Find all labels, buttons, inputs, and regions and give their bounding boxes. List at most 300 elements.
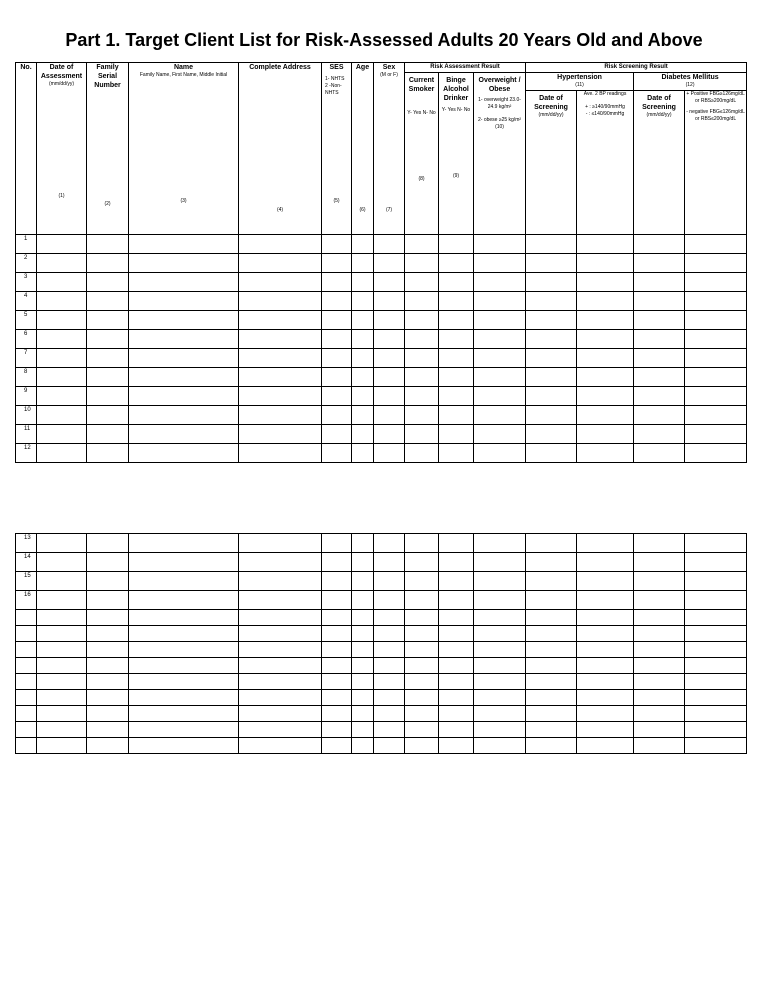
entry-cell[interactable]	[439, 368, 474, 387]
entry-cell[interactable]	[87, 235, 129, 254]
entry-cell[interactable]	[526, 387, 577, 406]
entry-cell[interactable]	[474, 349, 526, 368]
entry-cell[interactable]	[439, 235, 474, 254]
entry-cell[interactable]	[405, 674, 439, 690]
entry-cell[interactable]	[405, 572, 439, 591]
entry-cell[interactable]	[322, 235, 352, 254]
entry-cell[interactable]	[87, 254, 129, 273]
entry-cell[interactable]	[374, 591, 405, 610]
entry-cell[interactable]	[634, 674, 685, 690]
entry-cell[interactable]	[239, 292, 322, 311]
entry-cell[interactable]	[474, 444, 526, 463]
entry-cell[interactable]	[239, 444, 322, 463]
entry-cell[interactable]	[352, 674, 374, 690]
entry-cell[interactable]	[239, 406, 322, 425]
entry-cell[interactable]	[129, 444, 239, 463]
entry-cell[interactable]	[474, 690, 526, 706]
entry-cell[interactable]	[129, 674, 239, 690]
entry-cell[interactable]	[352, 349, 374, 368]
entry-cell[interactable]	[474, 425, 526, 444]
entry-cell[interactable]	[474, 706, 526, 722]
entry-cell[interactable]	[526, 235, 577, 254]
entry-cell[interactable]	[322, 254, 352, 273]
entry-cell[interactable]	[439, 722, 474, 738]
entry-cell[interactable]	[239, 738, 322, 754]
entry-cell[interactable]	[352, 292, 374, 311]
entry-cell[interactable]	[634, 591, 685, 610]
entry-cell[interactable]	[352, 311, 374, 330]
entry-cell[interactable]	[129, 254, 239, 273]
entry-cell[interactable]	[37, 368, 87, 387]
entry-cell[interactable]	[37, 553, 87, 572]
entry-cell[interactable]	[129, 626, 239, 642]
entry-cell[interactable]	[685, 674, 747, 690]
entry-cell[interactable]	[37, 273, 87, 292]
entry-cell[interactable]	[37, 311, 87, 330]
entry-cell[interactable]	[439, 349, 474, 368]
entry-cell[interactable]	[439, 311, 474, 330]
entry-cell[interactable]	[405, 273, 439, 292]
entry-cell[interactable]	[474, 311, 526, 330]
entry-cell[interactable]	[374, 273, 405, 292]
entry-cell[interactable]	[405, 311, 439, 330]
entry-cell[interactable]	[374, 674, 405, 690]
entry-cell[interactable]	[374, 610, 405, 626]
entry-cell[interactable]	[577, 626, 634, 642]
entry-cell[interactable]	[526, 674, 577, 690]
entry-cell[interactable]	[474, 642, 526, 658]
entry-cell[interactable]	[685, 626, 747, 642]
entry-cell[interactable]	[374, 553, 405, 572]
entry-cell[interactable]	[405, 626, 439, 642]
entry-cell[interactable]	[352, 534, 374, 553]
entry-cell[interactable]	[87, 674, 129, 690]
entry-cell[interactable]	[634, 254, 685, 273]
entry-cell[interactable]	[526, 553, 577, 572]
entry-cell[interactable]	[526, 254, 577, 273]
entry-cell[interactable]	[352, 690, 374, 706]
entry-cell[interactable]	[87, 311, 129, 330]
entry-cell[interactable]	[439, 642, 474, 658]
entry-cell[interactable]	[577, 610, 634, 626]
entry-cell[interactable]	[352, 273, 374, 292]
entry-cell[interactable]	[634, 642, 685, 658]
entry-cell[interactable]	[526, 311, 577, 330]
entry-cell[interactable]	[634, 706, 685, 722]
entry-cell[interactable]	[439, 658, 474, 674]
entry-cell[interactable]	[87, 553, 129, 572]
entry-cell[interactable]	[322, 330, 352, 349]
entry-cell[interactable]	[37, 235, 87, 254]
entry-cell[interactable]	[439, 690, 474, 706]
entry-cell[interactable]	[439, 626, 474, 642]
entry-cell[interactable]	[374, 642, 405, 658]
entry-cell[interactable]	[439, 254, 474, 273]
entry-cell[interactable]	[37, 626, 87, 642]
entry-cell[interactable]	[405, 690, 439, 706]
entry-cell[interactable]	[37, 534, 87, 553]
entry-cell[interactable]	[129, 292, 239, 311]
entry-cell[interactable]	[352, 572, 374, 591]
entry-cell[interactable]	[405, 368, 439, 387]
entry-cell[interactable]	[87, 706, 129, 722]
entry-cell[interactable]	[526, 368, 577, 387]
entry-cell[interactable]	[685, 553, 747, 572]
entry-cell[interactable]	[374, 311, 405, 330]
entry-cell[interactable]	[374, 738, 405, 754]
entry-cell[interactable]	[37, 658, 87, 674]
entry-cell[interactable]	[239, 534, 322, 553]
entry-cell[interactable]	[374, 658, 405, 674]
entry-cell[interactable]	[374, 626, 405, 642]
entry-cell[interactable]	[526, 610, 577, 626]
entry-cell[interactable]	[374, 406, 405, 425]
entry-cell[interactable]	[474, 610, 526, 626]
entry-cell[interactable]	[87, 610, 129, 626]
entry-cell[interactable]	[439, 425, 474, 444]
entry-cell[interactable]	[685, 706, 747, 722]
entry-cell[interactable]	[474, 738, 526, 754]
entry-cell[interactable]	[634, 368, 685, 387]
entry-cell[interactable]	[129, 387, 239, 406]
entry-cell[interactable]	[37, 254, 87, 273]
entry-cell[interactable]	[322, 387, 352, 406]
entry-cell[interactable]	[129, 738, 239, 754]
entry-cell[interactable]	[352, 658, 374, 674]
entry-cell[interactable]	[352, 738, 374, 754]
entry-cell[interactable]	[405, 591, 439, 610]
entry-cell[interactable]	[577, 706, 634, 722]
entry-cell[interactable]	[239, 674, 322, 690]
entry-cell[interactable]	[577, 406, 634, 425]
entry-cell[interactable]	[37, 690, 87, 706]
entry-cell[interactable]	[634, 444, 685, 463]
entry-cell[interactable]	[526, 406, 577, 425]
entry-cell[interactable]	[405, 534, 439, 553]
entry-cell[interactable]	[526, 534, 577, 553]
entry-cell[interactable]	[129, 591, 239, 610]
entry-cell[interactable]	[352, 591, 374, 610]
entry-cell[interactable]	[352, 254, 374, 273]
entry-cell[interactable]	[474, 292, 526, 311]
entry-cell[interactable]	[634, 330, 685, 349]
entry-cell[interactable]	[37, 642, 87, 658]
entry-cell[interactable]	[685, 690, 747, 706]
entry-cell[interactable]	[129, 368, 239, 387]
entry-cell[interactable]	[685, 722, 747, 738]
entry-cell[interactable]	[239, 349, 322, 368]
entry-cell[interactable]	[577, 534, 634, 553]
entry-cell[interactable]	[634, 406, 685, 425]
entry-cell[interactable]	[577, 254, 634, 273]
entry-cell[interactable]	[239, 572, 322, 591]
entry-cell[interactable]	[352, 387, 374, 406]
entry-cell[interactable]	[474, 626, 526, 642]
entry-cell[interactable]	[474, 368, 526, 387]
entry-cell[interactable]	[439, 534, 474, 553]
entry-cell[interactable]	[634, 534, 685, 553]
entry-cell[interactable]	[87, 330, 129, 349]
entry-cell[interactable]	[129, 311, 239, 330]
entry-cell[interactable]	[374, 706, 405, 722]
entry-cell[interactable]	[352, 368, 374, 387]
entry-cell[interactable]	[577, 591, 634, 610]
entry-cell[interactable]	[239, 273, 322, 292]
entry-cell[interactable]	[239, 425, 322, 444]
entry-cell[interactable]	[439, 273, 474, 292]
entry-cell[interactable]	[634, 292, 685, 311]
entry-cell[interactable]	[129, 572, 239, 591]
entry-cell[interactable]	[577, 387, 634, 406]
entry-cell[interactable]	[239, 626, 322, 642]
entry-cell[interactable]	[352, 722, 374, 738]
entry-cell[interactable]	[685, 273, 747, 292]
entry-cell[interactable]	[577, 425, 634, 444]
entry-cell[interactable]	[129, 406, 239, 425]
entry-cell[interactable]	[37, 349, 87, 368]
entry-cell[interactable]	[374, 722, 405, 738]
entry-cell[interactable]	[239, 690, 322, 706]
entry-cell[interactable]	[439, 738, 474, 754]
entry-cell[interactable]	[322, 722, 352, 738]
entry-cell[interactable]	[129, 706, 239, 722]
entry-cell[interactable]	[405, 658, 439, 674]
entry-cell[interactable]	[526, 349, 577, 368]
entry-cell[interactable]	[37, 292, 87, 311]
entry-cell[interactable]	[352, 425, 374, 444]
entry-cell[interactable]	[685, 534, 747, 553]
entry-cell[interactable]	[577, 642, 634, 658]
entry-cell[interactable]	[526, 330, 577, 349]
entry-cell[interactable]	[405, 553, 439, 572]
entry-cell[interactable]	[577, 722, 634, 738]
entry-cell[interactable]	[685, 572, 747, 591]
entry-cell[interactable]	[634, 610, 685, 626]
entry-cell[interactable]	[37, 674, 87, 690]
entry-cell[interactable]	[87, 534, 129, 553]
entry-cell[interactable]	[87, 690, 129, 706]
entry-cell[interactable]	[685, 387, 747, 406]
entry-cell[interactable]	[526, 706, 577, 722]
entry-cell[interactable]	[439, 330, 474, 349]
entry-cell[interactable]	[322, 706, 352, 722]
entry-cell[interactable]	[374, 387, 405, 406]
entry-cell[interactable]	[129, 235, 239, 254]
entry-cell[interactable]	[37, 722, 87, 738]
entry-cell[interactable]	[439, 706, 474, 722]
entry-cell[interactable]	[322, 610, 352, 626]
entry-cell[interactable]	[634, 349, 685, 368]
entry-cell[interactable]	[439, 292, 474, 311]
entry-cell[interactable]	[87, 738, 129, 754]
entry-cell[interactable]	[634, 738, 685, 754]
entry-cell[interactable]	[352, 642, 374, 658]
entry-cell[interactable]	[526, 444, 577, 463]
entry-cell[interactable]	[577, 738, 634, 754]
entry-cell[interactable]	[405, 738, 439, 754]
entry-cell[interactable]	[685, 658, 747, 674]
entry-cell[interactable]	[37, 425, 87, 444]
entry-cell[interactable]	[577, 553, 634, 572]
entry-cell[interactable]	[405, 387, 439, 406]
entry-cell[interactable]	[685, 642, 747, 658]
entry-cell[interactable]	[439, 553, 474, 572]
entry-cell[interactable]	[37, 610, 87, 626]
entry-cell[interactable]	[405, 610, 439, 626]
entry-cell[interactable]	[685, 610, 747, 626]
entry-cell[interactable]	[239, 254, 322, 273]
entry-cell[interactable]	[634, 572, 685, 591]
entry-cell[interactable]	[129, 610, 239, 626]
entry-cell[interactable]	[352, 330, 374, 349]
entry-cell[interactable]	[526, 425, 577, 444]
entry-cell[interactable]	[405, 444, 439, 463]
entry-cell[interactable]	[374, 534, 405, 553]
entry-cell[interactable]	[352, 553, 374, 572]
entry-cell[interactable]	[577, 349, 634, 368]
entry-cell[interactable]	[352, 626, 374, 642]
entry-cell[interactable]	[352, 706, 374, 722]
entry-cell[interactable]	[474, 553, 526, 572]
entry-cell[interactable]	[239, 722, 322, 738]
entry-cell[interactable]	[322, 425, 352, 444]
entry-cell[interactable]	[405, 425, 439, 444]
entry-cell[interactable]	[634, 425, 685, 444]
entry-cell[interactable]	[634, 387, 685, 406]
entry-cell[interactable]	[87, 273, 129, 292]
entry-cell[interactable]	[577, 658, 634, 674]
entry-cell[interactable]	[374, 330, 405, 349]
entry-cell[interactable]	[474, 254, 526, 273]
entry-cell[interactable]	[526, 273, 577, 292]
entry-cell[interactable]	[474, 534, 526, 553]
entry-cell[interactable]	[577, 311, 634, 330]
entry-cell[interactable]	[87, 572, 129, 591]
entry-cell[interactable]	[526, 722, 577, 738]
entry-cell[interactable]	[685, 349, 747, 368]
entry-cell[interactable]	[239, 330, 322, 349]
entry-cell[interactable]	[374, 349, 405, 368]
entry-cell[interactable]	[526, 658, 577, 674]
entry-cell[interactable]	[129, 553, 239, 572]
entry-cell[interactable]	[439, 610, 474, 626]
entry-cell[interactable]	[374, 425, 405, 444]
entry-cell[interactable]	[685, 254, 747, 273]
entry-cell[interactable]	[685, 406, 747, 425]
entry-cell[interactable]	[322, 273, 352, 292]
entry-cell[interactable]	[352, 406, 374, 425]
entry-cell[interactable]	[239, 591, 322, 610]
entry-cell[interactable]	[405, 235, 439, 254]
entry-cell[interactable]	[129, 642, 239, 658]
entry-cell[interactable]	[634, 658, 685, 674]
entry-cell[interactable]	[526, 292, 577, 311]
entry-cell[interactable]	[685, 235, 747, 254]
entry-cell[interactable]	[634, 722, 685, 738]
entry-cell[interactable]	[239, 387, 322, 406]
entry-cell[interactable]	[405, 254, 439, 273]
entry-cell[interactable]	[439, 406, 474, 425]
entry-cell[interactable]	[322, 642, 352, 658]
entry-cell[interactable]	[577, 444, 634, 463]
entry-cell[interactable]	[405, 292, 439, 311]
entry-cell[interactable]	[474, 722, 526, 738]
entry-cell[interactable]	[322, 292, 352, 311]
entry-cell[interactable]	[322, 368, 352, 387]
entry-cell[interactable]	[526, 591, 577, 610]
entry-cell[interactable]	[129, 425, 239, 444]
entry-cell[interactable]	[239, 235, 322, 254]
entry-cell[interactable]	[474, 658, 526, 674]
entry-cell[interactable]	[374, 292, 405, 311]
entry-cell[interactable]	[37, 738, 87, 754]
entry-cell[interactable]	[322, 534, 352, 553]
entry-cell[interactable]	[577, 674, 634, 690]
entry-cell[interactable]	[685, 311, 747, 330]
entry-cell[interactable]	[239, 368, 322, 387]
entry-cell[interactable]	[634, 311, 685, 330]
entry-cell[interactable]	[634, 273, 685, 292]
entry-cell[interactable]	[87, 368, 129, 387]
entry-cell[interactable]	[239, 553, 322, 572]
entry-cell[interactable]	[322, 674, 352, 690]
entry-cell[interactable]	[87, 722, 129, 738]
entry-cell[interactable]	[322, 553, 352, 572]
entry-cell[interactable]	[322, 572, 352, 591]
entry-cell[interactable]	[239, 658, 322, 674]
entry-cell[interactable]	[239, 706, 322, 722]
entry-cell[interactable]	[405, 349, 439, 368]
entry-cell[interactable]	[685, 425, 747, 444]
entry-cell[interactable]	[129, 273, 239, 292]
entry-cell[interactable]	[87, 658, 129, 674]
entry-cell[interactable]	[87, 642, 129, 658]
entry-cell[interactable]	[87, 406, 129, 425]
entry-cell[interactable]	[239, 642, 322, 658]
entry-cell[interactable]	[439, 572, 474, 591]
entry-cell[interactable]	[685, 738, 747, 754]
entry-cell[interactable]	[322, 658, 352, 674]
entry-cell[interactable]	[526, 626, 577, 642]
entry-cell[interactable]	[526, 738, 577, 754]
entry-cell[interactable]	[322, 406, 352, 425]
entry-cell[interactable]	[474, 591, 526, 610]
entry-cell[interactable]	[577, 235, 634, 254]
entry-cell[interactable]	[405, 722, 439, 738]
entry-cell[interactable]	[239, 610, 322, 626]
entry-cell[interactable]	[352, 235, 374, 254]
entry-cell[interactable]	[37, 330, 87, 349]
entry-cell[interactable]	[374, 690, 405, 706]
entry-cell[interactable]	[129, 658, 239, 674]
entry-cell[interactable]	[685, 591, 747, 610]
entry-cell[interactable]	[685, 292, 747, 311]
entry-cell[interactable]	[322, 311, 352, 330]
entry-cell[interactable]	[474, 235, 526, 254]
entry-cell[interactable]	[129, 534, 239, 553]
entry-cell[interactable]	[439, 444, 474, 463]
entry-cell[interactable]	[352, 610, 374, 626]
entry-cell[interactable]	[87, 292, 129, 311]
entry-cell[interactable]	[129, 330, 239, 349]
entry-cell[interactable]	[634, 690, 685, 706]
entry-cell[interactable]	[374, 444, 405, 463]
entry-cell[interactable]	[322, 591, 352, 610]
entry-cell[interactable]	[474, 387, 526, 406]
entry-cell[interactable]	[239, 311, 322, 330]
entry-cell[interactable]	[322, 444, 352, 463]
entry-cell[interactable]	[322, 738, 352, 754]
